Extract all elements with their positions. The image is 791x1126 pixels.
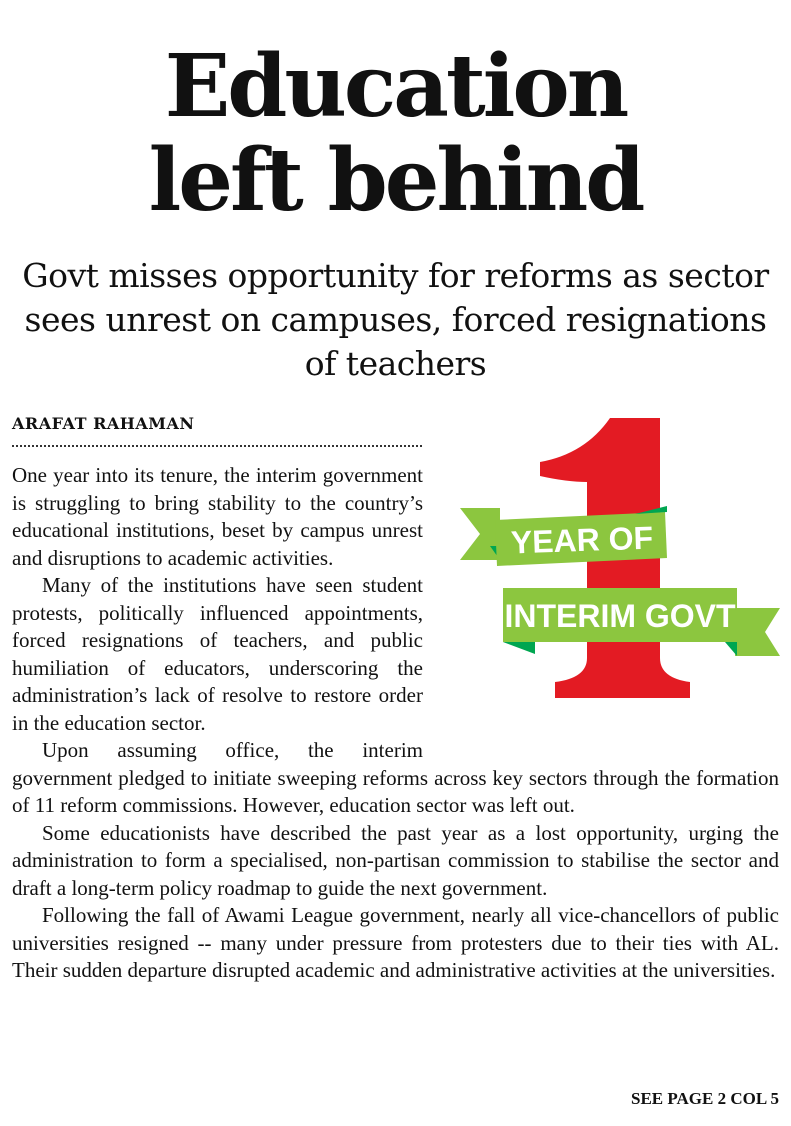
continuation-note: SEE PAGE 2 COL 5 (631, 1089, 779, 1108)
headline-line-1: Education (164, 36, 627, 137)
ribbon-text-line-2: INTERIM GOVT (504, 598, 736, 634)
one-year-interim-govt-graphic (455, 410, 785, 710)
article-paragraph: One year into its tenure, the interim government is struggling to bring stability to the country’s educational institutions, beset by campus unrest and disruptions to academic activities. (12, 463, 423, 570)
ribbon-tail-left (460, 508, 500, 560)
article-paragraph: Following the fall of Awami League government, nearly all vice-chancellors of public universities resigned -- many under pressure from protesters due to their ties with AL. Their sudden departure disrupted academic and administrative activities at the universities. (12, 903, 779, 982)
byline: ARAFAT RAHAMAN (12, 414, 195, 433)
ribbon-tail-right (735, 608, 780, 656)
article-paragraph: Some educationists have described the past year as a lost opportunity, urging the administration to form a specialised, non-partisan commission to stabilise the sector and draft a long-term policy roadmap to guide the next government. (12, 820, 779, 900)
ribbon-fold-bottom (503, 642, 535, 654)
headline (0, 36, 791, 231)
article-paragraph: Upon assuming office, the interim government pledged to initiate sweeping reforms across key sectors through the formation of 11 reform commissions. However, education sector was left out. (12, 738, 779, 817)
byline-divider (12, 445, 422, 447)
subheadline: Govt misses opportunity for reforms as sector sees unrest on campuses, forced resignations of teachers (22, 256, 769, 383)
ribbon-text-line-1: YEAR OF (510, 519, 654, 561)
article-paragraph: Many of the institutions have seen student protests, politically influenced appointments, forced resignations of teachers, and public humiliation of educators, underscoring the administration’s lack of resolve to restore order in the education sector. (12, 573, 423, 735)
headline-line-2: left behind (148, 130, 643, 231)
